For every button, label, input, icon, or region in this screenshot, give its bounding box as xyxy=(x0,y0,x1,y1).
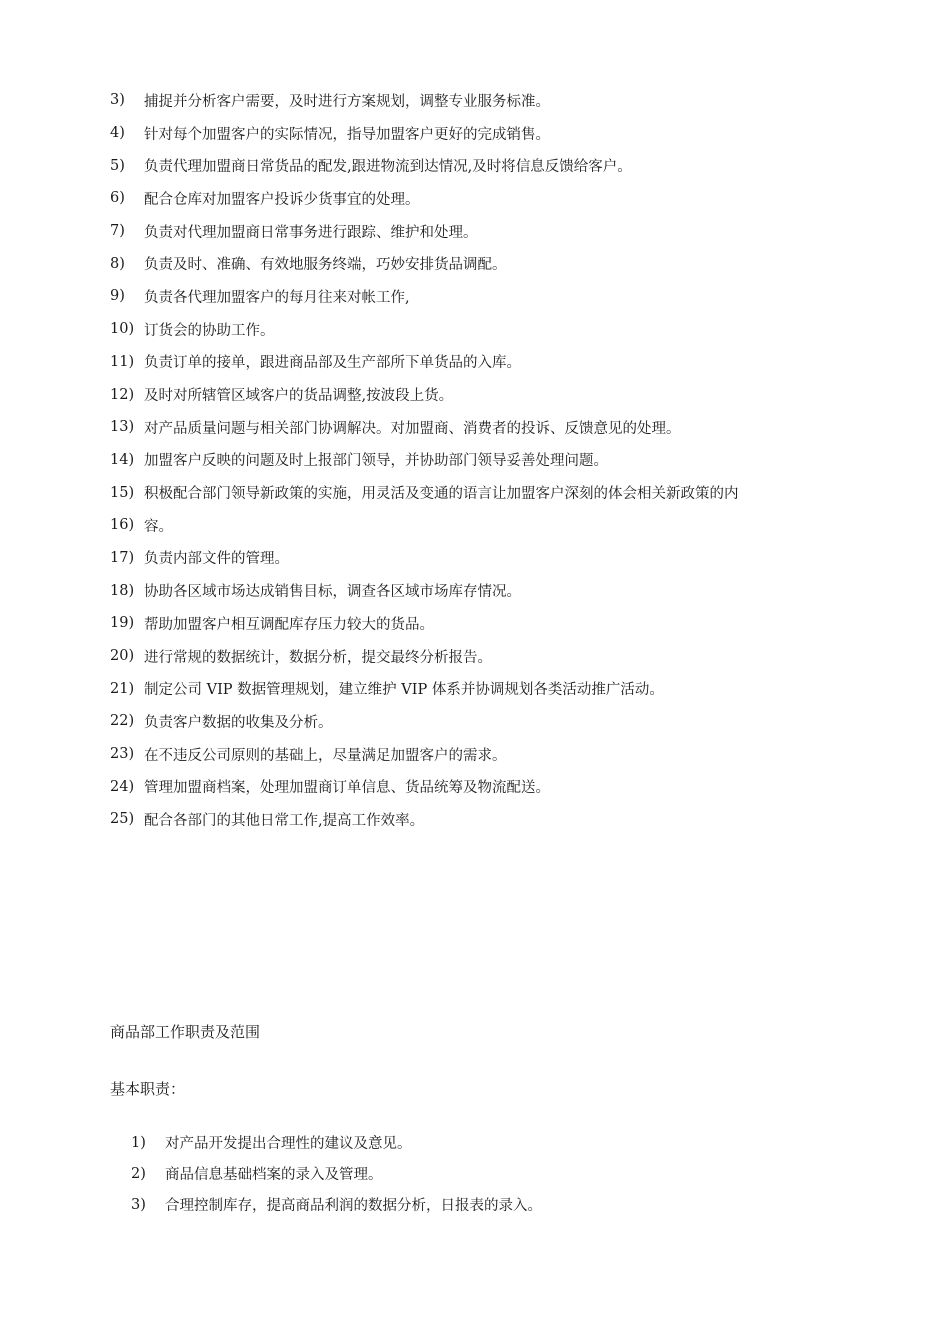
subsection-title: 基本职责： xyxy=(110,1080,186,1098)
list-item xyxy=(110,672,910,705)
item-text: 商品信息基础档案的录入及管理。 xyxy=(165,1167,383,1183)
item-text: 在不违反公司原则的基础上，尽量满足加盟客户的需求。 xyxy=(144,747,507,764)
list-item xyxy=(110,738,910,771)
section-title: 商品部工作职责及范围 xyxy=(110,1023,261,1041)
item-text: 进行常规的数据统计，数据分析，提交最终分析报告。 xyxy=(144,649,492,666)
item-number: 23) xyxy=(110,746,135,763)
list-item xyxy=(110,247,910,280)
list-item xyxy=(110,117,910,150)
item-number: 15) xyxy=(110,484,135,501)
list-item xyxy=(110,84,910,117)
item-number: 17) xyxy=(110,549,135,566)
item-text: 对产品质量问题与相关部门协调解决。对加盟商、消费者的投诉、反馈意见的处理。 xyxy=(144,420,681,437)
item-text: 积极配合部门领导新政策的实施，用灵活及变通的语言让加盟客户深刻的体会相关新政策的内 xyxy=(144,486,739,503)
list-item xyxy=(110,378,910,411)
list-item xyxy=(110,411,910,444)
item-text: 加盟客户反映的问题及时上报部门领导，并协助部门领导妥善处理问题。 xyxy=(144,453,608,470)
item-text: 管理加盟商档案，处理加盟商订单信息、货品统筹及物流配送。 xyxy=(144,780,550,797)
item-number: 20) xyxy=(110,648,135,665)
list-item xyxy=(110,705,910,738)
list-item xyxy=(110,280,910,313)
item-text: 合理控制库存，提高商品利润的数据分析，日报表的录入。 xyxy=(165,1198,542,1214)
item-number: 14) xyxy=(110,451,135,468)
list-item xyxy=(131,1127,911,1158)
item-number: 18) xyxy=(110,582,135,599)
item-number: 3) xyxy=(110,92,125,109)
item-text: 配合各部门的其他日常工作,提高工作效率。 xyxy=(144,812,425,829)
list-item xyxy=(110,574,910,607)
item-number: 22) xyxy=(110,713,135,730)
item-number: 5) xyxy=(110,157,125,174)
item-number: 24) xyxy=(110,778,135,795)
item-text: 负责各代理加盟客户的每月往来对帐工作, xyxy=(144,289,410,306)
list-item xyxy=(110,640,910,673)
item-text: 负责代理加盟商日常货品的配发,跟进物流到达情况,及时将信息反馈给客户。 xyxy=(144,159,632,176)
item-number: 25) xyxy=(110,811,135,828)
list-item xyxy=(110,607,910,640)
item-number: 16) xyxy=(110,517,135,534)
item-number: 13) xyxy=(110,419,135,436)
item-number: 6) xyxy=(110,190,125,207)
item-number: 11) xyxy=(110,353,135,370)
item-text: 负责对代理加盟商日常事务进行跟踪、维护和处理。 xyxy=(144,224,478,241)
list-item xyxy=(110,803,910,836)
item-text: 容。 xyxy=(144,518,173,535)
item-number: 12) xyxy=(110,386,135,403)
list-item xyxy=(110,444,910,477)
item-text: 及时对所辖管区域客户的货品调整,按波段上货。 xyxy=(144,388,454,405)
duties-list-continued xyxy=(110,84,910,836)
item-text: 协助各区域市场达成销售目标，调查各区域市场库存情况。 xyxy=(144,584,521,601)
item-text: 帮助加盟客户相互调配库存压力较大的货品。 xyxy=(144,616,434,633)
item-number: 1) xyxy=(131,1134,146,1151)
item-number: 9) xyxy=(110,288,125,305)
list-item xyxy=(110,182,910,215)
item-number: 8) xyxy=(110,255,125,272)
list-item xyxy=(131,1158,911,1189)
list-item xyxy=(110,509,910,542)
item-number: 2) xyxy=(131,1165,146,1182)
item-text: 负责及时、准确、有效地服务终端，巧妙安排货品调配。 xyxy=(144,257,507,274)
item-text: 负责订单的接单，跟进商品部及生产部所下单货品的入库。 xyxy=(144,355,521,372)
item-text: 配合仓库对加盟客户投诉少货事宜的处理。 xyxy=(144,191,420,208)
item-number: 7) xyxy=(110,223,125,240)
item-number: 4) xyxy=(110,125,125,142)
list-item xyxy=(110,313,910,346)
list-item xyxy=(110,215,910,248)
basic-duties-list xyxy=(131,1127,911,1220)
list-item xyxy=(110,476,910,509)
list-item xyxy=(110,346,910,379)
item-text: 订货会的协助工作。 xyxy=(144,322,275,339)
list-item xyxy=(110,770,910,803)
item-text: 针对每个加盟客户的实际情况，指导加盟客户更好的完成销售。 xyxy=(144,126,550,143)
list-item xyxy=(131,1189,911,1220)
list-item xyxy=(110,542,910,575)
item-text: 制定公司 VIP 数据管理规划，建立维护 VIP 体系并协调规划各类活动推广活动。 xyxy=(144,682,664,699)
item-text: 负责内部文件的管理。 xyxy=(144,551,289,568)
item-text: 对产品开发提出合理性的建议及意见。 xyxy=(165,1136,412,1152)
item-number: 10) xyxy=(110,321,135,338)
item-number: 19) xyxy=(110,615,135,632)
item-text: 捕捉并分析客户需要，及时进行方案规划，调整专业服务标准。 xyxy=(144,93,550,110)
list-item xyxy=(110,149,910,182)
item-number: 21) xyxy=(110,680,135,697)
item-number: 3) xyxy=(131,1196,146,1213)
item-text: 负责客户数据的收集及分析。 xyxy=(144,714,333,731)
